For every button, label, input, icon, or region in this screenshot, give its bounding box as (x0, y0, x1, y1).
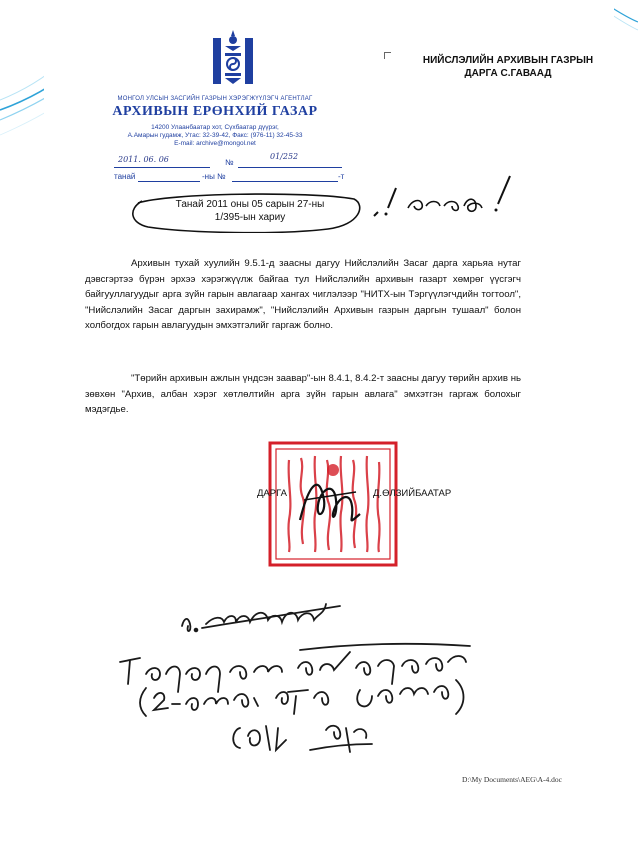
reply-line: Танай 2011 оны 05 сарын 27-ны (175, 199, 325, 210)
reply-reference (150, 198, 350, 224)
agency-name: АРХИВЫН ЕРӨНХИЙ ГАЗАР (112, 104, 318, 119)
date-handwritten: 2011. 06. 06 (118, 155, 169, 164)
date-underline (114, 167, 210, 168)
number-handwritten: 01/252 (270, 152, 299, 161)
address-line: 14200 Улаанбаатар хот, Сүхбаатар дүүрэг, (151, 124, 279, 131)
t-suffix: -т (338, 172, 345, 181)
agency-parent: МОНГОЛ УЛСЫН ЗАСГИЙН ГАЗРЫН ХЭРЭГЖҮҮЛЭГЧ АГЕНТЛАГ (117, 96, 313, 102)
reply-line: 1/395-ын хариу (214, 212, 286, 223)
footer-file-path: D:\My Documents\AEG\A-4.doc (462, 775, 562, 784)
signatory-name: Д.ӨЛЗИЙБААТАР (373, 488, 452, 499)
signature-scribble (290, 470, 370, 530)
ny-number-underline (232, 181, 338, 182)
recipient-block (398, 54, 618, 80)
body-paragraph-1: Архивын тухай хуулийн 9.5.1-д заасны дагуу Нийслэлийн Засаг дарга харьяа нутаг дэвсгэртээ бүрэн эрхээ хэрэгжүүлж байгаа тул Нийслэлийн архивын газарт хөмрөг үүсгэгч байгууллагуудыг арга зүйн гарын авлагаар хангах чиглэлээр "НИТХ-ын Тэргүүлэгчдийн тогтоол", "Нийслэлийн Засаг даргын захирамж", "Нийслэлийн Архивын газрын даргын тушаал" болон холбогдох гарын авлагуудын эмхэтгэлийг гаргаж болно. (85, 258, 521, 331)
tanai-label: танай (114, 172, 136, 181)
body-paragraph-2: "Төрийн архивын ажлын үндсэн заавар"-ын 8.4.1, 8.4.2-т заасны дагуу төрийн архив нь зөвхөн "Архив, албан хэрэг хөтлөлтийн арга зүйн гарын авлага" эмхэтгэн гаргаж болохыг мэдэгдье. (85, 373, 521, 415)
handwritten-annotation-top (368, 172, 528, 222)
ny-number-label: -ны № (202, 172, 226, 181)
recipient-line: НИЙСЛЭЛИЙН АРХИВЫН ГАЗРЫН (422, 55, 594, 66)
signature-title: ДАРГА (257, 488, 287, 499)
tanai-underline (138, 181, 200, 182)
recipient-corner-mark (384, 52, 391, 59)
number-underline (238, 167, 342, 168)
agency-address (60, 124, 370, 148)
address-line: E-mail: archive@mongol.net (174, 140, 256, 147)
recipient-line: ДАРГА С.ГАВААД (464, 68, 552, 79)
handwritten-note (110, 580, 530, 770)
address-line: А.Амарын гудамж, Утас: 32-39-42, Факс: (976-11) 32-45-33 (127, 132, 303, 139)
number-label: № (225, 158, 234, 167)
soyombo-emblem-icon (213, 30, 253, 90)
